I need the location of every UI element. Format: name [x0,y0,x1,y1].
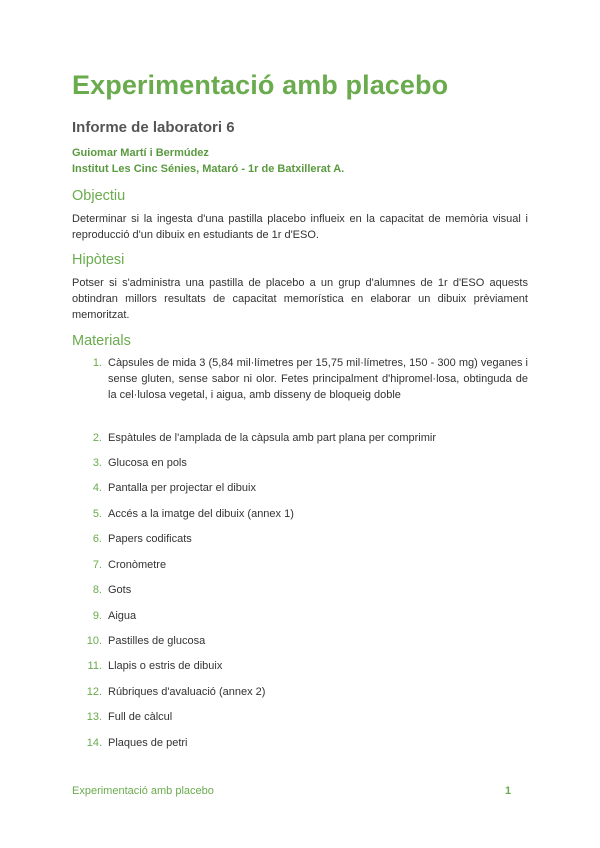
list-item-text: Pastilles de glucosa [108,635,206,647]
list-item-number: 10. [86,635,102,647]
author-affiliation: Institut Les Cinc Sénies, Mataró - 1r de Batxillerat A. [72,163,345,175]
list-item-number: 8. [92,584,102,596]
objective-text: Determinar si la ingesta d'una pastilla placebo influeix en la capacitat de memòria visual i reproducció d'un dibuix en estudiants de 1r d'ESO. [72,213,528,241]
list-item-text: Full de càlcul [108,711,173,723]
author-name: Guiomar Martí i Bermúdez [72,147,209,159]
footer-title: Experimentació amb placebo [72,785,214,797]
materials-heading: Materials [72,333,131,349]
list-item-text: Espàtules de l'amplada de la càpsula amb part plana per comprimir [108,432,436,444]
list-item-number: 5. [92,508,102,520]
list-item-number: 9. [92,610,102,622]
list-item-number: 6. [92,533,102,545]
list-item-text: Cronòmetre [108,559,167,571]
list-item-text: Plaques de petri [108,737,188,749]
list-item-number: 3. [92,457,102,469]
objective-heading: Objectiu [72,188,126,204]
page-number: 1 [505,785,512,797]
list-item-text: Papers codificats [108,533,192,545]
list-item-text: Aigua [108,610,137,622]
list-item-number: 1. [92,357,102,369]
list-item-text: Gots [108,584,132,596]
list-item-number: 11. [87,660,102,672]
list-item-number: 12. [86,686,102,698]
list-item-number: 7. [92,559,102,571]
hypothesis-text: Potser si s'administra una pastilla de placebo a un grup d'alumnes de 1r d'ESO aquests obtindran millors resultats de capacitat memorística en elaborar un dibuix prèviament memoritzat. [72,277,528,321]
list-item-text: Glucosa en pols [108,457,187,469]
list-item-text: Càpsules de mida 3 (5,84 mil·límetres per 15,75 mil·límetres, 150 - 300 mg) veganes i sense gluten, sense sabor ni olor. Fetes principalment d'hipromel·losa, obtinguda de la cel·lulosa vegetal, i aigua, amb disseny de bloqueig doble [108,357,528,401]
document-title: Experimentació amb placebo [72,70,449,100]
list-item-number: 4. [92,482,102,494]
document-subtitle: Informe de laboratori 6 [72,119,235,136]
list-item-number: 14. [86,737,102,749]
list-item-text: Rúbriques d'avaluació (annex 2) [108,686,266,698]
hypothesis-heading: Hipòtesi [72,252,125,268]
list-item-number: 13. [86,711,102,723]
list-item-text: Llapis o estris de dibuix [108,660,223,672]
list-item-text: Accés a la imatge del dibuix (annex 1) [108,508,294,520]
list-item-number: 2. [92,432,102,444]
list-item-text: Pantalla per projectar el dibuix [108,482,256,494]
